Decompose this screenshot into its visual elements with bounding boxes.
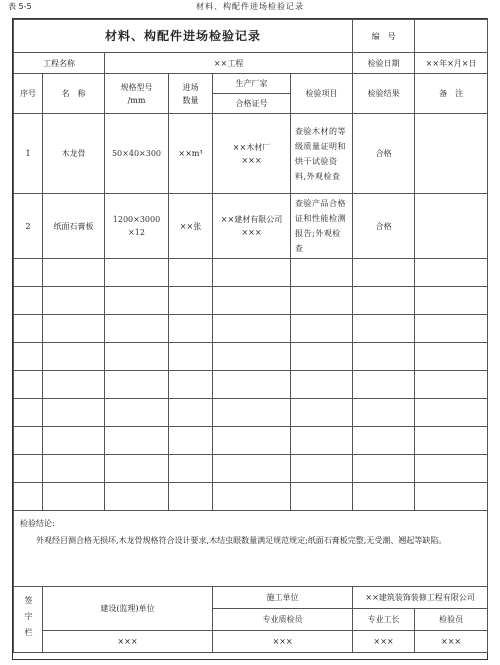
signature-row-3 [14, 631, 488, 653]
project-row [14, 53, 488, 74]
row1-items: 查验木材的等级质量证明和烘干试验资料,外观检查 [291, 114, 353, 194]
table-row [14, 114, 488, 194]
inspection-table [13, 19, 488, 653]
col-seq: 序号 [14, 74, 43, 114]
contractor-label: 施工单位 [213, 587, 353, 609]
running-title: 材料、构配件进场检验记录 [196, 2, 304, 11]
row1-spec: 50×40×300 [105, 114, 169, 194]
column-header-row [14, 74, 488, 94]
empty-row[interactable] [14, 483, 488, 511]
row1-name: 木龙骨 [43, 114, 105, 194]
col-spec-line2: /mm [127, 95, 146, 105]
conclusion-text: 外观经目测合格无损坏,木龙骨规格符合设计要求,木结虫眼数量满足规范规定;纸面石膏板完整,无受潮、翘起等缺陷。 [36, 536, 447, 545]
row2-name: 纸面石膏板 [43, 194, 105, 259]
form-title: 材料、构配件进场检验记录 [14, 20, 353, 53]
signature-row-1 [14, 587, 488, 609]
row2-spec-line2: ×12 [128, 228, 145, 237]
row2-certificate: ××× [241, 228, 262, 237]
row1-qty: ××m³ [169, 114, 213, 194]
owner-label: 建设(监理)单位 [43, 587, 213, 631]
empty-row[interactable] [14, 455, 488, 483]
conclusion-label: 检验结论: [20, 519, 55, 528]
page-header [0, 0, 500, 14]
col-qty-line1: 进场 [182, 82, 199, 92]
project-label: 工程名称 [14, 53, 105, 74]
empty-row[interactable] [14, 343, 488, 371]
foreman-signature[interactable]: ××× [353, 631, 415, 653]
row1-remark[interactable] [415, 114, 488, 194]
empty-row[interactable] [14, 315, 488, 343]
row2-spec-line1: 1200×3000 [112, 215, 161, 224]
table-row [14, 194, 488, 259]
signature-column-label: 签字栏 [14, 587, 43, 653]
contractor-value: ××建筑装饰装修工程有限公司 [353, 587, 488, 609]
empty-row[interactable] [14, 287, 488, 315]
row1-result: 合格 [353, 114, 415, 194]
col-qty [169, 74, 213, 114]
empty-row[interactable] [14, 259, 488, 287]
col-qty-line2: 数量 [182, 95, 199, 105]
row2-result: 合格 [353, 194, 415, 259]
row2-seq: 2 [14, 194, 43, 259]
foreman-label: 专业工长 [353, 609, 415, 631]
number-label: 编 号 [353, 20, 415, 53]
empty-row[interactable] [14, 427, 488, 455]
col-manufacturer: 生产厂家 [213, 74, 291, 94]
inspection-form [12, 18, 488, 660]
col-name: 名 称 [43, 74, 105, 114]
row1-seq: 1 [14, 114, 43, 194]
number-value[interactable] [415, 20, 488, 53]
row2-qty: ××张 [169, 194, 213, 259]
row2-manufacturer: ××建材有限公司 [220, 215, 283, 224]
empty-row[interactable] [14, 399, 488, 427]
conclusion-cell [14, 511, 488, 587]
row1-manufacturer: ××木材厂 [232, 142, 271, 152]
row1-certificate: ××× [241, 155, 262, 165]
row2-items: 查验产品合格证和性能检测报告;外观检查 [291, 194, 353, 259]
row2-spec [105, 194, 169, 259]
project-value[interactable]: ××工程 [105, 53, 353, 74]
inspector-label: 检验员 [415, 609, 488, 631]
inspector-signature[interactable]: ××× [415, 631, 488, 653]
col-remark: 备 注 [415, 74, 488, 114]
quality-inspector-signature[interactable]: ××× [213, 631, 353, 653]
empty-row[interactable] [14, 371, 488, 399]
col-certificate: 合格证号 [213, 94, 291, 114]
row2-maker [213, 194, 291, 259]
col-spec [105, 74, 169, 114]
date-label: 检验日期 [353, 53, 415, 74]
date-value[interactable]: ××年×月×日 [415, 53, 488, 74]
col-items: 检验项目 [291, 74, 353, 114]
col-result: 检验结果 [353, 74, 415, 114]
conclusion-row [14, 511, 488, 587]
title-row [14, 20, 488, 53]
table-number: 表 5-5 [8, 2, 32, 11]
owner-signature[interactable]: ××× [43, 631, 213, 653]
row2-remark[interactable] [415, 194, 488, 259]
col-spec-line1: 规格型号 [120, 82, 153, 92]
quality-inspector-label: 专业质检员 [213, 609, 353, 631]
row1-maker [213, 114, 291, 194]
